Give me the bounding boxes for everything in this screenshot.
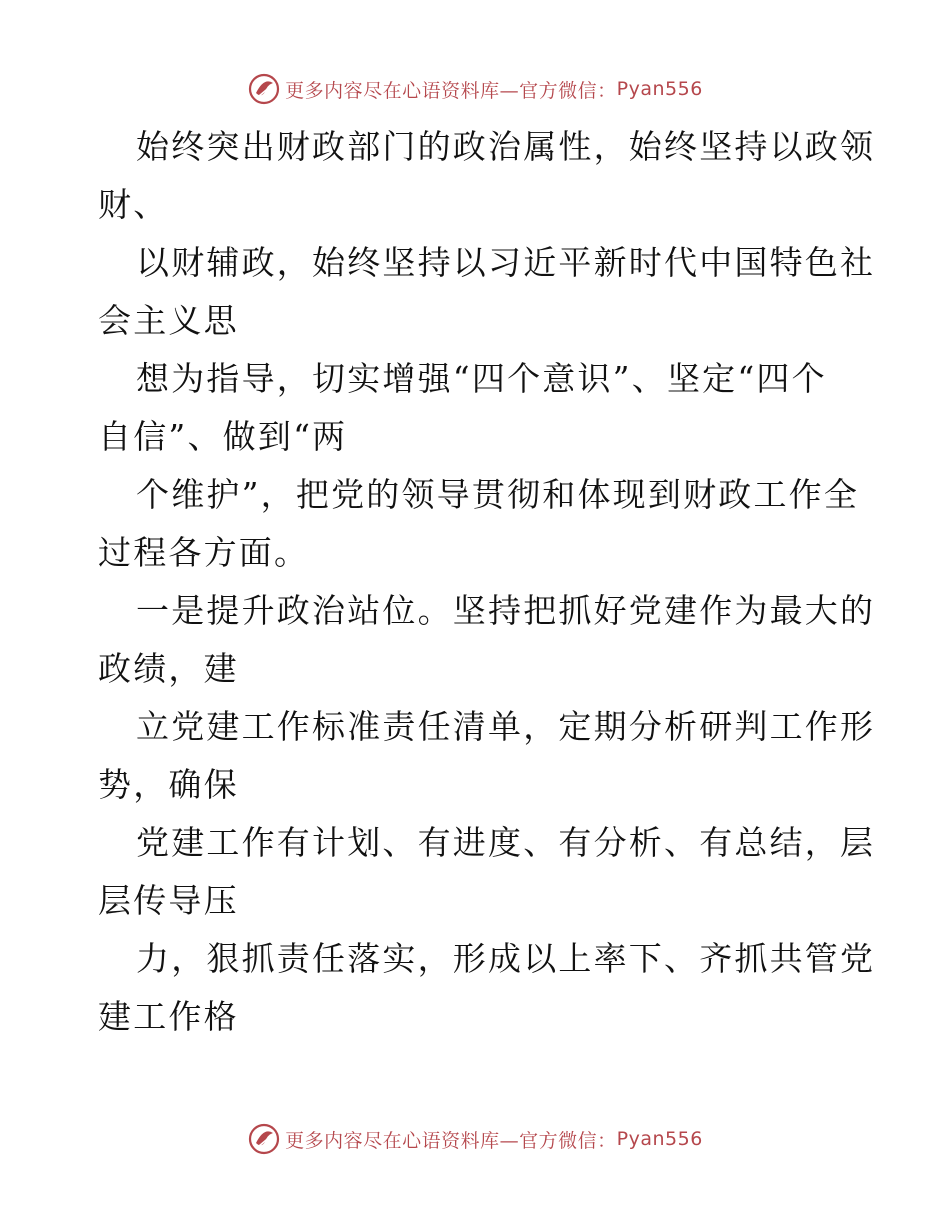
- body-line: 建工作格: [98, 997, 239, 1036]
- header-text: 更多内容尽在心语资料库—官方微信：: [285, 79, 617, 102]
- body-line: 个维护”，把党的领导贯彻和体现到财政工作全: [136, 475, 860, 514]
- body-line: 想为指导，切实增强“四个意识”、坚定“四个: [136, 359, 827, 398]
- body-line: 党建工作有计划、有进度、有分析、有总结，层: [136, 823, 876, 862]
- body-line: 力，狠抓责任落实，形成以上率下、齐抓共管党: [136, 939, 876, 978]
- document-body: [98, 118, 876, 1046]
- header-wechat-id: Pyan556: [616, 78, 703, 100]
- footer-wechat-id: Pyan556: [616, 1128, 703, 1150]
- body-line: 过程各方面。: [98, 533, 310, 572]
- body-line: 会主义思: [98, 301, 239, 340]
- brand-seal-icon: [247, 72, 281, 106]
- body-line: 一是提升政治站位。坚持把抓好党建作为最大的: [136, 591, 876, 630]
- body-line: 层传导压: [98, 881, 239, 920]
- footer-text: 更多内容尽在心语资料库—官方微信：: [285, 1129, 617, 1152]
- footer-banner: [0, 1122, 950, 1156]
- body-line: 立党建工作标准责任清单，定期分析研判工作形: [136, 707, 876, 746]
- body-line: 以财辅政，始终坚持以习近平新时代中国特色社: [136, 243, 876, 282]
- body-line: 政绩，建: [98, 649, 239, 688]
- body-line: 财、: [98, 185, 169, 224]
- brand-seal-icon: [247, 1122, 281, 1156]
- header-banner: [0, 72, 950, 106]
- body-line: 始终突出财政部门的政治属性，始终坚持以政领: [136, 127, 876, 166]
- body-line: 自信”、做到“两: [98, 417, 348, 456]
- body-line: 势，确保: [98, 765, 239, 804]
